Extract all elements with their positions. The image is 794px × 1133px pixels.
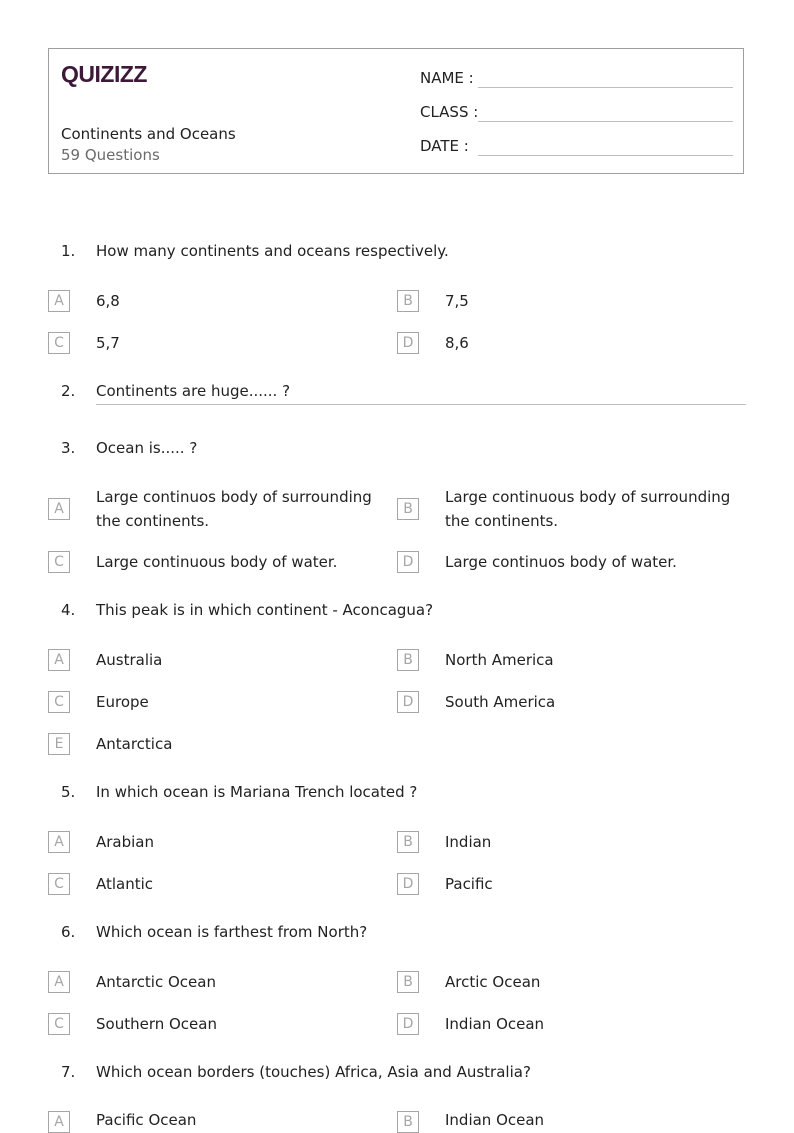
date-line[interactable] <box>478 155 733 156</box>
answer-blank-line[interactable] <box>96 404 746 405</box>
option-letter-box[interactable]: B <box>397 831 419 853</box>
option-text: North America <box>445 651 554 669</box>
worksheet-header <box>48 48 744 174</box>
option-text: Europe <box>96 693 149 711</box>
question-number: 5. <box>61 783 76 801</box>
option-text: Indian Ocean <box>445 1015 545 1033</box>
option-letter-box[interactable]: B <box>397 1111 419 1133</box>
option-letter-box[interactable]: C <box>48 551 70 573</box>
option-letter-box[interactable]: B <box>397 290 419 312</box>
question-number: 7. <box>61 1063 76 1081</box>
worksheet-title: Continents and Oceans <box>61 125 236 143</box>
option-letter-box[interactable]: E <box>48 733 70 755</box>
option-letter-box[interactable]: C <box>48 691 70 713</box>
quizizz-logo <box>61 61 153 91</box>
question-text: In which ocean is Mariana Trench located ? <box>96 783 418 801</box>
option-letter-box[interactable]: D <box>397 1013 419 1035</box>
option-text: Pacific <box>445 875 493 893</box>
option-text: Arabian <box>96 833 155 851</box>
question-number: 1. <box>61 242 76 260</box>
option-text: Arctic Ocean <box>445 973 541 991</box>
option-letter-box[interactable]: D <box>397 691 419 713</box>
quizizz-logo-mark <box>61 61 153 87</box>
question-count: 59 Questions <box>61 146 160 164</box>
question-text: Ocean is..... ? <box>96 439 198 457</box>
option-letter-box[interactable]: A <box>48 290 70 312</box>
option-letter-box[interactable]: C <box>48 873 70 895</box>
date-label: DATE : <box>420 137 469 155</box>
option-text: Large continuos body of surrounding the continents. <box>96 488 372 530</box>
option-letter-box[interactable]: B <box>397 649 419 671</box>
option-text: 6,8 <box>96 292 120 310</box>
option-text: Indian <box>445 833 492 851</box>
option-text: Antarctic Ocean <box>96 973 216 991</box>
option-text: Pacific Ocean <box>96 1111 197 1129</box>
class-label: CLASS : <box>420 103 479 121</box>
option-text: 8,6 <box>445 334 469 352</box>
question-text: Which ocean is farthest from North? <box>96 923 368 941</box>
question-number: 6. <box>61 923 76 941</box>
option-text: Large continuous body of water. <box>96 553 338 571</box>
option-letter-box[interactable]: C <box>48 332 70 354</box>
option-text: 5,7 <box>96 334 120 352</box>
question-number: 2. <box>61 382 76 400</box>
name-line[interactable] <box>478 87 733 88</box>
question-text: Continents are huge...... ? <box>96 382 291 400</box>
option-text: Indian Ocean <box>445 1111 545 1129</box>
class-line[interactable] <box>478 121 733 122</box>
option-text: Atlantic <box>96 875 154 893</box>
option-letter-box[interactable]: A <box>48 1111 70 1133</box>
question-number: 4. <box>61 601 76 619</box>
option-text: Large continuos body of water. <box>445 553 677 571</box>
option-letter-box[interactable]: A <box>48 649 70 671</box>
option-letter-box[interactable]: B <box>397 498 419 520</box>
question-text: How many continents and oceans respectively. <box>96 242 449 260</box>
option-letter-box[interactable]: D <box>397 551 419 573</box>
question-number: 3. <box>61 439 76 457</box>
option-text: 7,5 <box>445 292 469 310</box>
question-text: This peak is in which continent - Aconcagua? <box>96 601 434 619</box>
option-letter-box[interactable]: D <box>397 332 419 354</box>
option-text: South America <box>445 693 556 711</box>
option-text: Australia <box>96 651 163 669</box>
option-letter-box[interactable]: A <box>48 831 70 853</box>
name-label: NAME : <box>420 69 474 87</box>
option-letter-box[interactable]: D <box>397 873 419 895</box>
option-letter-box[interactable]: C <box>48 1013 70 1035</box>
option-text: Antarctica <box>96 735 173 753</box>
option-letter-box[interactable]: A <box>48 498 70 520</box>
question-text: Which ocean borders (touches) Africa, Asia and Australia? <box>96 1063 531 1081</box>
svg-text:QUIZIZZ: QUIZIZZ <box>61 61 147 87</box>
option-text: Large continuous body of surrounding the continents. <box>445 488 731 530</box>
option-letter-box[interactable]: B <box>397 971 419 993</box>
option-letter-box[interactable]: A <box>48 971 70 993</box>
option-text: Southern Ocean <box>96 1015 217 1033</box>
